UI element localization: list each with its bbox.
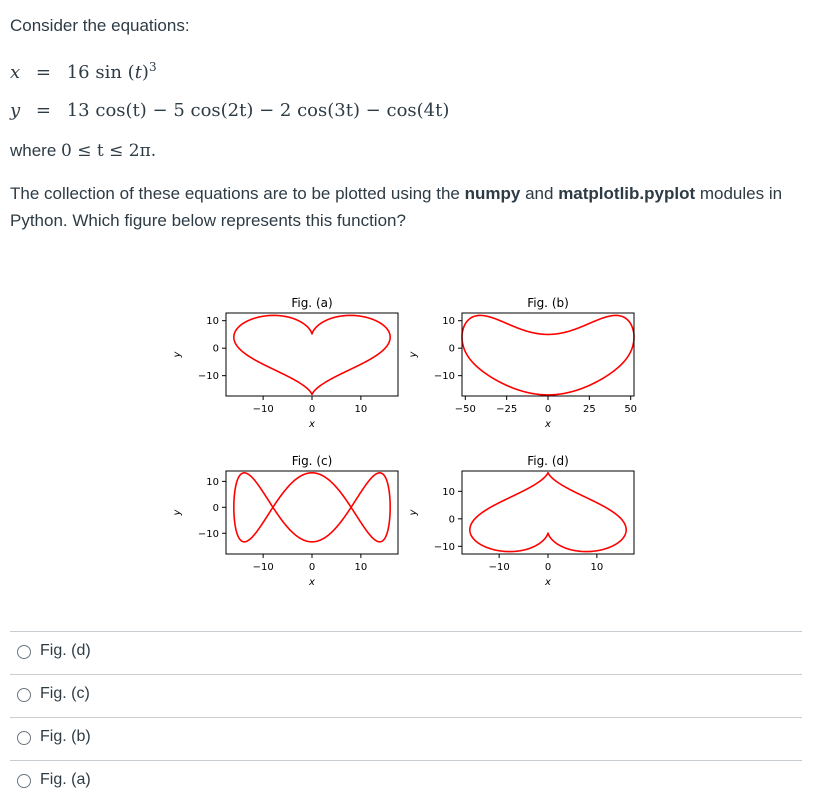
eq-x-rhs-a: 16 sin ( [66,62,135,83]
prompt-and: and [525,184,554,203]
x-axis-label: x [309,419,315,430]
figure-d [408,454,634,588]
x-tick-label: 0 [308,404,316,415]
figure-title: Fig. (c) [291,454,333,468]
x-axis-label: x [545,419,551,430]
figure-title: Fig. (b) [527,296,569,310]
where-range: 0 ≤ t ≤ 2π. [61,141,157,161]
radio-button[interactable] [17,688,31,702]
prompt-part-b: modules in Python. Which figure below represents this function? [10,184,783,230]
option-fig-d[interactable] [10,631,802,672]
x-axis-label: x [309,577,315,588]
eq-x-lhs: x [10,62,21,83]
y-tick-label: −10 [433,371,455,383]
y-tick-label: 10 [442,316,455,328]
eq-x-exponent: 3 [148,60,157,74]
option-label: Fig. (a) [40,771,91,788]
curve-line [234,473,390,542]
eq-y-rhs: 13 cos(t) − 5 cos(2t) − 2 cos(3t) − cos(4t) [66,100,450,121]
eq-y-equals: = [35,100,51,121]
x-tick-label: 0 [544,562,552,573]
x-tick-label: 50 [624,404,638,415]
y-tick-label: 10 [206,476,219,488]
x-tick-label: −10 [488,562,510,573]
y-tick-label: −10 [433,541,455,553]
y-axis-label: y [408,351,419,358]
y-tick-label: −10 [197,528,219,540]
option-fig-c[interactable] [10,674,802,715]
y-tick-label: 10 [442,486,455,498]
prompt-numpy: numpy [464,184,521,203]
y-tick-label: 0 [448,514,455,526]
x-tick-label: 25 [582,404,596,415]
axes-frame [226,313,398,396]
y-tick-label: 0 [212,343,219,355]
y-tick-label: 0 [448,343,455,355]
eq-x-rhs-b: ) [141,62,149,83]
eq-x-equals: = [35,62,51,83]
y-axis-label: y [172,351,183,358]
option-fig-b[interactable] [10,717,802,758]
x-tick-label: 0 [544,404,552,415]
figure-title: Fig. (d) [527,454,569,468]
radio-button[interactable] [17,731,31,745]
radio-button[interactable] [17,774,31,788]
y-tick-label: −10 [197,371,219,383]
y-tick-label: 0 [212,502,219,514]
y-tick-label: 10 [206,316,219,328]
axes-frame [462,313,634,396]
eq-x-rhs-t: t [134,62,142,83]
x-tick-label: 10 [354,562,368,573]
prompt-matplotlib: matplotlib.pyplot [558,184,696,203]
question-intro: Consider the equations: [10,16,190,35]
where-prefix: where [10,141,57,160]
x-tick-label: −10 [252,562,274,573]
x-tick-label: 0 [308,562,316,573]
option-label: Fig. (d) [40,642,91,659]
figure-a [172,296,398,430]
x-tick-label: 10 [590,562,604,573]
x-tick-label: −25 [496,404,518,415]
figure-c [172,454,398,588]
axes-frame [462,471,634,554]
x-axis-label: x [545,577,551,588]
x-tick-label: −10 [252,404,274,415]
curve-line [470,472,626,551]
option-fig-a[interactable] [10,760,802,801]
prompt-part-a: The collection of these equations are to be plotted using the [10,184,460,203]
x-tick-label: −50 [454,404,476,415]
eq-y-lhs: y [10,100,21,121]
option-label: Fig. (b) [40,728,91,745]
x-tick-label: 10 [354,404,368,415]
radio-button[interactable] [17,645,31,659]
y-axis-label: y [408,509,419,516]
curve-line [234,315,390,394]
curve-line [462,315,634,394]
figure-b [408,296,637,430]
figure-title: Fig. (a) [291,296,333,310]
y-axis-label: y [172,509,183,516]
option-label: Fig. (c) [40,685,90,702]
